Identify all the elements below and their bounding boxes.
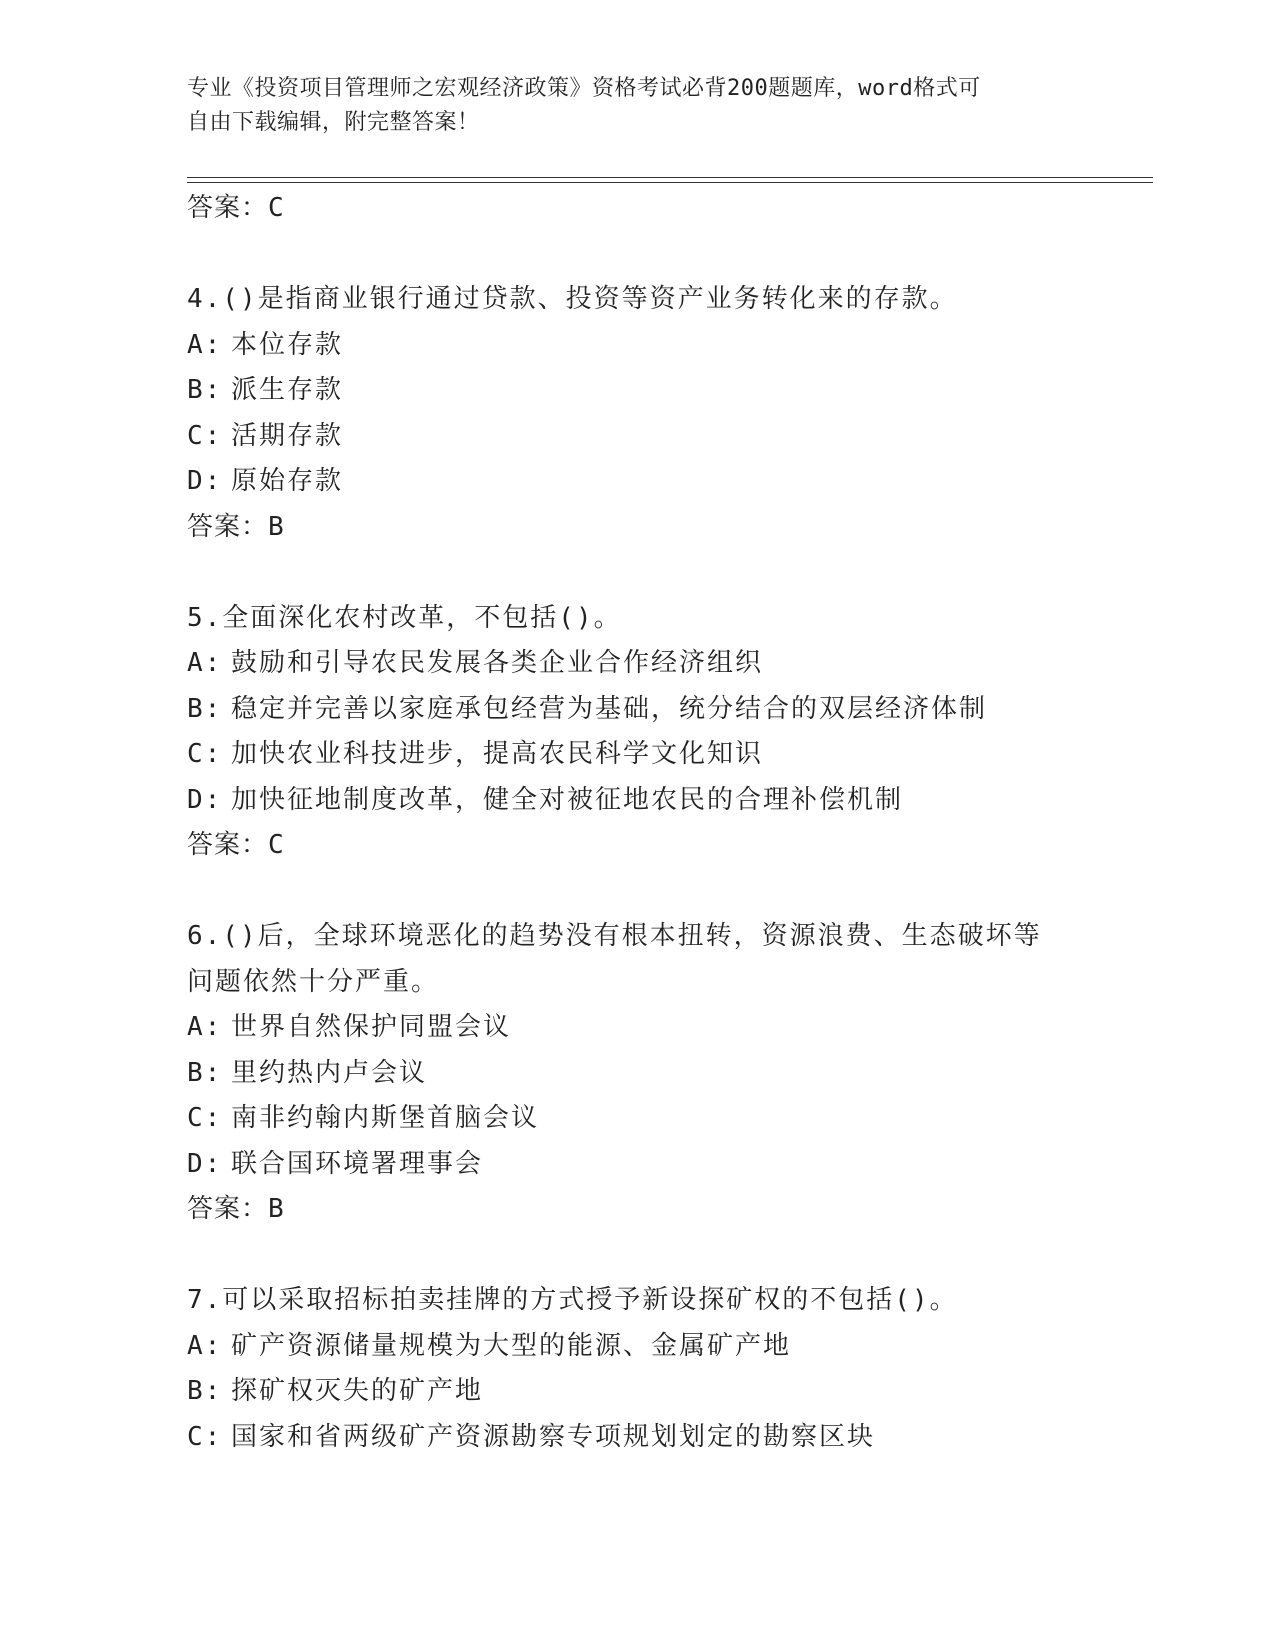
option-letter: B: bbox=[187, 1057, 223, 1088]
question-stem: 5.全面深化农村改革，不包括()。 bbox=[187, 602, 622, 633]
question-stem: 7.可以采取招标拍卖挂牌的方式授予新设探矿权的不包括()。 bbox=[187, 1285, 958, 1315]
question-spacer bbox=[187, 550, 1153, 596]
question-block bbox=[187, 914, 1153, 1233]
option-text: 鼓励和引导农民发展各类企业合作经济组织 bbox=[231, 648, 764, 678]
answer-option bbox=[187, 1369, 1153, 1415]
option-letter: C: bbox=[187, 420, 223, 451]
question-spacer bbox=[187, 1233, 1153, 1279]
answer-option bbox=[187, 778, 1153, 824]
option-text: 本位存款 bbox=[231, 329, 344, 360]
option-letter: B: bbox=[187, 375, 223, 405]
question-stem: 4.()是指商业银行通过贷款、投资等资产业务转化来的存款。 bbox=[187, 284, 958, 314]
option-text: 国家和省两级矿产资源勘察专项规划划定的勘察区块 bbox=[231, 1421, 876, 1452]
option-letter: D: bbox=[187, 1148, 223, 1179]
question-stem: 问题依然十分严重。 bbox=[187, 966, 440, 997]
question-block bbox=[187, 596, 1153, 869]
answer-option bbox=[187, 1051, 1153, 1097]
option-text: 派生存款 bbox=[231, 375, 344, 405]
option-text: 南非约翰内斯堡首脑会议 bbox=[231, 1103, 540, 1133]
option-letter: C: bbox=[187, 1103, 223, 1133]
option-text: 里约热内卢会议 bbox=[231, 1057, 428, 1088]
option-letter: A: bbox=[187, 648, 223, 678]
option-letter: A: bbox=[187, 329, 223, 360]
question-block bbox=[187, 1278, 1153, 1460]
answer-option bbox=[187, 368, 1153, 414]
option-text: 活期存款 bbox=[231, 420, 344, 451]
header-divider-bottom bbox=[187, 182, 1153, 183]
question-spacer bbox=[187, 869, 1153, 915]
answer-option bbox=[187, 1096, 1153, 1142]
answer-option bbox=[187, 1005, 1153, 1051]
answer-option bbox=[187, 1142, 1153, 1188]
answer-option bbox=[187, 687, 1153, 733]
header-line-1: 专业《投资项目管理师之宏观经济政策》资格考试必背200题题库，word格式可 bbox=[187, 76, 981, 101]
option-text: 探矿权灭失的矿产地 bbox=[231, 1376, 484, 1406]
answer-option bbox=[187, 641, 1153, 687]
option-text: 世界自然保护同盟会议 bbox=[231, 1012, 512, 1042]
question-block bbox=[187, 277, 1153, 550]
option-text: 加快农业科技进步，提高农民科学文化知识 bbox=[231, 739, 764, 769]
option-text: 稳定并完善以家庭承包经营为基础，统分结合的双层经济体制 bbox=[231, 693, 988, 724]
answer-option bbox=[187, 732, 1153, 778]
option-text: 加快征地制度改革，健全对被征地农民的合理补偿机制 bbox=[231, 784, 904, 815]
option-letter: D: bbox=[187, 466, 223, 496]
option-text: 联合国环境署理事会 bbox=[231, 1148, 484, 1179]
answer-option bbox=[187, 1415, 1153, 1461]
option-letter: A: bbox=[187, 1012, 223, 1042]
option-letter: C: bbox=[187, 1421, 223, 1452]
answer-option bbox=[187, 459, 1153, 505]
answer-option bbox=[187, 1324, 1153, 1370]
answer-key: 答案：B bbox=[187, 1194, 285, 1224]
option-letter: B: bbox=[187, 1376, 223, 1406]
answer-key: 答案：B bbox=[187, 511, 285, 542]
question-spacer bbox=[187, 232, 1153, 278]
header-divider-top bbox=[187, 177, 1153, 178]
option-letter: D: bbox=[187, 784, 223, 815]
answer-option bbox=[187, 414, 1153, 460]
header-line-2: 自由下载编辑，附完整答案！ bbox=[187, 110, 480, 135]
option-letter: C: bbox=[187, 739, 223, 769]
option-letter: A: bbox=[187, 1330, 223, 1361]
option-letter: B: bbox=[187, 693, 223, 724]
option-text: 矿产资源储量规模为大型的能源、金属矿产地 bbox=[231, 1330, 792, 1361]
document-header bbox=[187, 72, 1067, 140]
option-text: 原始存款 bbox=[231, 466, 344, 496]
answer-option bbox=[187, 323, 1153, 369]
question-list bbox=[187, 186, 1153, 1460]
previous-answer: 答案：C bbox=[187, 193, 285, 223]
answer-key: 答案：C bbox=[187, 830, 285, 860]
question-stem: 6.()后，全球环境恶化的趋势没有根本扭转，资源浪费、生态破坏等 bbox=[187, 921, 1042, 951]
